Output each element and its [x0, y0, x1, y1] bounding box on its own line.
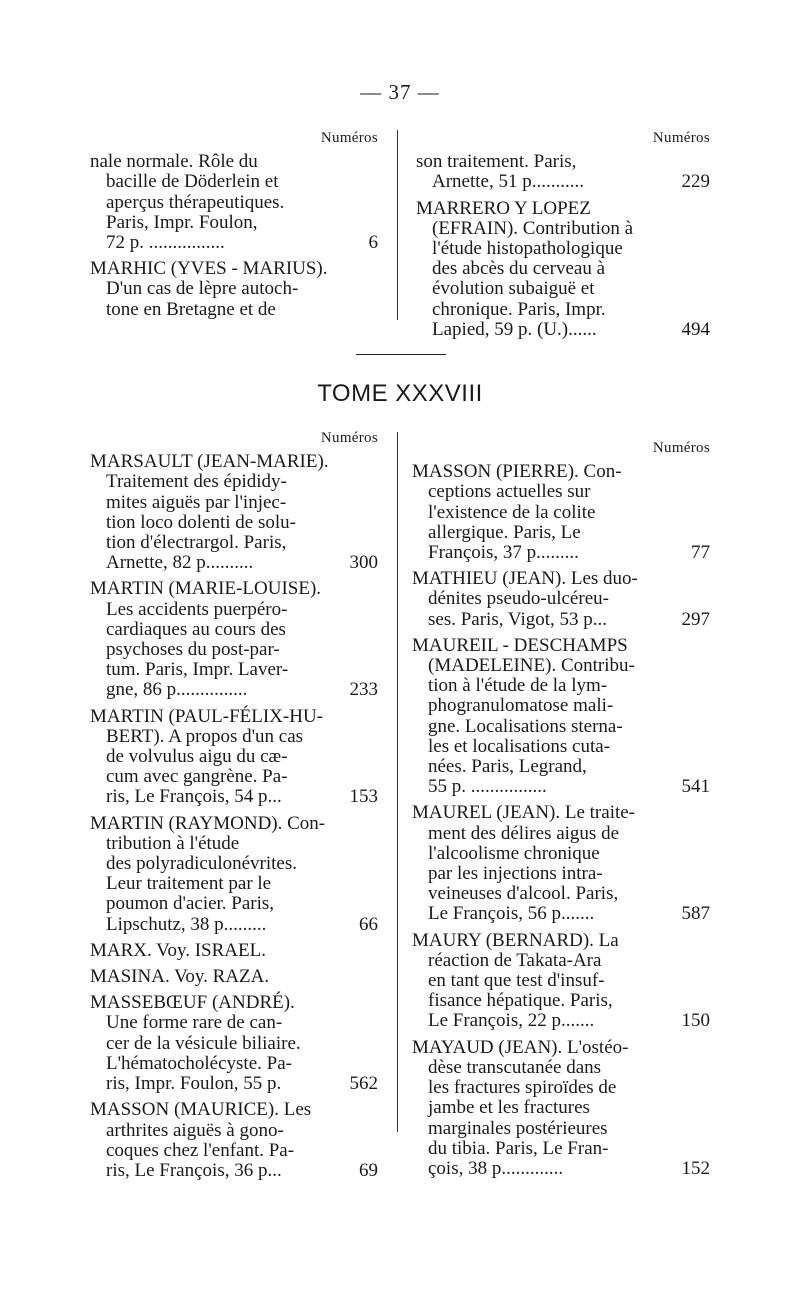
entry-text: MASINA. Voy. RAZA.	[90, 967, 270, 988]
entry-line	[412, 904, 710, 924]
index-entry	[90, 967, 378, 987]
entry-line	[412, 971, 710, 991]
entry-text: des polyradiculonévrites.	[106, 853, 298, 875]
entry-text: ris, Impr. Foulon, 55 p.	[106, 1074, 282, 1095]
entry-line	[90, 941, 378, 961]
entry-line	[90, 1074, 378, 1094]
entry-list	[90, 152, 378, 320]
entry-line	[412, 844, 710, 864]
entry-number: 66	[359, 913, 378, 935]
entry-text: en tant que test d'insuf-	[428, 970, 605, 992]
entry-number: 297	[681, 608, 710, 630]
entry-text: MARTIN (PAUL-FÉLIX-HU-	[90, 705, 324, 727]
entry-list	[90, 452, 378, 1181]
entry-number: 150	[681, 1010, 710, 1032]
entry-number: 541	[681, 776, 710, 798]
entry-text: son traitement. Paris,	[416, 151, 577, 173]
entry-text: tion à l'étude de la lym-	[428, 675, 608, 697]
entry-text: gne. Localisations sterna-	[428, 715, 623, 737]
index-entry	[90, 152, 378, 253]
entry-line	[412, 523, 710, 543]
entry-number: 562	[349, 1073, 378, 1095]
entry-text: Le François, 56 p.......	[428, 904, 595, 925]
entry-text: arthrites aiguës à gono-	[106, 1119, 284, 1141]
entry-line	[412, 656, 710, 676]
entry-text: François, 37 p.........	[428, 543, 579, 564]
index-entry	[90, 452, 378, 573]
entry-text: aperçus thérapeutiques.	[106, 191, 285, 213]
numeros-header: Numéros	[652, 130, 710, 146]
entry-text: allergique. Paris, Le	[428, 521, 581, 543]
entry-text: Leur traitement par le	[106, 873, 272, 895]
entry-text: nale normale. Rôle du	[90, 151, 258, 173]
entry-text: ris, Le François, 36 p...	[106, 1160, 282, 1181]
entry-line	[90, 1161, 378, 1181]
entry-text: BERT). A propos d'un cas	[106, 725, 304, 747]
entry-text: dèse transcutanée dans	[428, 1056, 602, 1078]
entry-text: de volvulus aigu du cæ-	[106, 746, 288, 768]
entry-list	[416, 152, 710, 340]
entry-text: ceptions actuelles sur	[428, 481, 591, 503]
entry-text: Une forme rare de can-	[106, 1012, 283, 1034]
entry-line	[412, 1058, 710, 1078]
entry-line	[416, 172, 710, 192]
entry-text: MASSON (PIERRE). Con-	[412, 461, 622, 483]
entry-line	[412, 676, 710, 696]
entry-line	[412, 636, 710, 656]
entry-text: MASSEBŒUF (ANDRÉ).	[90, 992, 295, 1014]
index-entry	[412, 1038, 710, 1179]
entry-line	[90, 472, 378, 492]
entry-text: tum. Paris, Impr. Laver-	[106, 659, 289, 681]
entry-text: Traitement des épididy-	[106, 471, 287, 493]
entry-text: ris, Le François, 54 p...	[106, 787, 282, 808]
entry-line	[412, 1098, 710, 1118]
entry-line	[412, 589, 710, 609]
entry-text: Arnette, 82 p..........	[106, 553, 254, 574]
entry-text: Lipschutz, 38 p.........	[106, 914, 267, 935]
entry-line	[412, 737, 710, 757]
entry-text: ses. Paris, Vigot, 53 p...	[428, 609, 608, 630]
entry-line	[90, 553, 378, 573]
top-left-column	[90, 128, 378, 326]
entry-text: coques chez l'enfant. Pa-	[106, 1139, 295, 1161]
entry-line	[90, 1013, 378, 1033]
entry-line	[90, 259, 378, 279]
entry-line	[90, 640, 378, 660]
entry-line	[412, 1078, 710, 1098]
entry-text: les et localisations cuta-	[428, 735, 611, 757]
entry-text: l'existence de la colite	[428, 501, 596, 523]
entry-text: Paris, Impr. Foulon,	[106, 211, 258, 233]
entry-text: poumon d'acier. Paris,	[106, 893, 275, 915]
entry-line	[412, 696, 710, 716]
entry-line	[90, 193, 378, 213]
entry-number: 77	[691, 542, 710, 564]
entry-number: 494	[681, 318, 710, 340]
entry-text: MARRERO Y LOPEZ	[416, 197, 591, 219]
index-entry	[412, 931, 710, 1032]
entry-line	[90, 600, 378, 620]
entry-text: des abcès du cerveau à	[432, 258, 606, 280]
entry-text: cardiaques au cours des	[106, 618, 286, 640]
entry-line	[90, 814, 378, 834]
entry-line	[90, 233, 378, 253]
entry-line	[90, 967, 378, 987]
entry-text: tion d'électrargol. Paris,	[106, 532, 287, 554]
entry-line	[412, 803, 710, 823]
entry-line	[412, 1119, 710, 1139]
entry-text: évolution subaiguë et	[432, 278, 595, 300]
entry-text: l'étude histopathologique	[432, 238, 623, 260]
entry-line	[90, 300, 378, 320]
entry-line	[90, 533, 378, 553]
entry-line	[412, 951, 710, 971]
entry-number: 233	[349, 679, 378, 701]
column-divider	[397, 432, 398, 1132]
entry-text: bacille de Döderlein et	[106, 171, 279, 193]
numeros-header: Numéros	[652, 440, 710, 456]
entry-text: ment des délires aigus de	[428, 822, 620, 844]
entry-line	[412, 1011, 710, 1031]
column-divider	[397, 130, 398, 320]
entry-line	[416, 199, 710, 219]
section-divider	[356, 354, 446, 355]
entry-line	[90, 1141, 378, 1161]
entry-line	[412, 931, 710, 951]
entry-text: Arnette, 51 p...........	[432, 172, 584, 193]
entry-number: 6	[368, 232, 378, 254]
entry-text: gne, 86 p...............	[106, 680, 248, 701]
index-entry	[90, 941, 378, 961]
entry-line	[412, 991, 710, 1011]
entry-line	[412, 864, 710, 884]
index-entry	[416, 152, 710, 192]
entry-text: MASSON (MAURICE). Les	[90, 1099, 312, 1121]
entry-line	[416, 300, 710, 320]
entry-text: réaction de Takata-Ara	[428, 949, 602, 971]
entry-text: MAUREIL - DESCHAMPS	[412, 634, 628, 656]
entry-text: cer de la vésicule biliaire.	[106, 1032, 301, 1054]
entry-text: (EFRAIN). Contribution à	[432, 217, 634, 239]
entry-text: MAYAUD (JEAN). L'ostéo-	[412, 1036, 629, 1058]
entry-line	[412, 1159, 710, 1179]
entry-line	[416, 320, 710, 340]
entry-line	[90, 915, 378, 935]
index-entry	[90, 814, 378, 935]
entry-line	[90, 854, 378, 874]
entry-line	[90, 279, 378, 299]
entry-number: 152	[681, 1157, 710, 1179]
bottom-left-column	[90, 428, 378, 1187]
entry-line	[90, 493, 378, 513]
entry-text: Le François, 22 p.......	[428, 1011, 595, 1032]
entry-line	[90, 834, 378, 854]
entry-line	[412, 462, 710, 482]
entry-text: l'alcoolisme chronique	[428, 842, 600, 864]
entry-text: 72 p. ................	[106, 233, 225, 254]
entry-line	[90, 680, 378, 700]
entry-line	[416, 259, 710, 279]
entry-line	[90, 1034, 378, 1054]
entry-text: cum avec gangrène. Pa-	[106, 766, 288, 788]
entry-text: marginales postérieures	[428, 1117, 608, 1139]
entry-number: 229	[681, 171, 710, 193]
entry-line	[90, 452, 378, 472]
entry-line	[90, 660, 378, 680]
entry-text: çois, 38 p.............	[428, 1158, 564, 1179]
index-entry	[90, 707, 378, 808]
entry-line	[412, 543, 710, 563]
index-entry	[90, 993, 378, 1094]
entry-line	[412, 1139, 710, 1159]
numeros-header: Numéros	[320, 430, 378, 446]
entry-line	[412, 1038, 710, 1058]
entry-text: (MADELEINE). Contribu-	[428, 655, 635, 677]
bottom-right-column	[412, 438, 710, 1185]
entry-line	[90, 513, 378, 533]
entry-text: nées. Paris, Legrand,	[428, 756, 587, 778]
entry-line	[412, 717, 710, 737]
entry-line	[90, 1054, 378, 1074]
entry-line	[90, 1121, 378, 1141]
index-entry	[412, 636, 710, 798]
entry-line	[90, 152, 378, 172]
entry-line	[90, 874, 378, 894]
entry-line	[90, 993, 378, 1013]
entry-text: mites aiguës par l'injec-	[106, 491, 287, 513]
entry-line	[90, 787, 378, 807]
entry-line	[90, 620, 378, 640]
entry-line	[90, 727, 378, 747]
entry-line	[412, 610, 710, 630]
entry-line	[90, 1100, 378, 1120]
index-entry	[90, 259, 378, 320]
entry-text: tribution à l'étude	[106, 832, 240, 854]
entry-line	[412, 569, 710, 589]
entry-text: MARHIC (YVES - MARIUS).	[90, 258, 328, 280]
entry-text: jambe et les fractures	[428, 1097, 590, 1119]
entry-text: MAURY (BERNARD). La	[412, 929, 619, 951]
entry-line	[90, 172, 378, 192]
entry-text: MATHIEU (JEAN). Les duo-	[412, 568, 638, 590]
entry-text: D'un cas de lèpre autoch-	[106, 278, 299, 300]
entry-text: Lapied, 59 p. (U.)......	[432, 319, 597, 340]
entry-line	[90, 894, 378, 914]
page-number: — 37 —	[360, 80, 440, 104]
entry-list	[412, 462, 710, 1179]
numeros-header: Numéros	[320, 130, 378, 146]
tome-title: TOME XXXVIII	[317, 380, 483, 407]
entry-text: MARSAULT (JEAN-MARIE).	[90, 451, 329, 473]
entry-line	[90, 579, 378, 599]
index-entry	[412, 803, 710, 924]
entry-line	[412, 824, 710, 844]
entry-text: MARX. Voy. ISRAEL.	[90, 940, 266, 961]
entry-line	[416, 279, 710, 299]
top-right-column	[416, 128, 710, 346]
entry-text: veineuses d'alcool. Paris,	[428, 883, 619, 905]
entry-text: dénites pseudo-ulcéreu-	[428, 588, 609, 610]
entry-text: les fractures spiroïdes de	[428, 1077, 617, 1099]
entry-line	[416, 152, 710, 172]
entry-line	[412, 884, 710, 904]
index-entry	[416, 199, 710, 340]
entry-line	[412, 503, 710, 523]
entry-number: 300	[349, 552, 378, 574]
index-entry	[412, 569, 710, 630]
entry-line	[412, 777, 710, 797]
entry-line	[416, 219, 710, 239]
entry-text: par les injections intra-	[428, 863, 603, 885]
entry-line	[90, 707, 378, 727]
entry-text: Les accidents puerpéro-	[106, 598, 288, 620]
entry-text: tone en Bretagne et de	[106, 299, 276, 320]
entry-text: MAUREL (JEAN). Le traite-	[412, 802, 636, 824]
entry-text: tion loco dolenti de solu-	[106, 511, 296, 533]
entry-text: fisance hépatique. Paris,	[428, 990, 613, 1012]
entry-line	[90, 747, 378, 767]
entry-number: 69	[359, 1159, 378, 1181]
entry-text: MARTIN (RAYMOND). Con-	[90, 812, 326, 834]
entry-line	[90, 213, 378, 233]
entry-line	[412, 482, 710, 502]
entry-text: du tibia. Paris, Le Fran-	[428, 1137, 609, 1159]
entry-line	[90, 767, 378, 787]
index-entry	[412, 462, 710, 563]
entry-number: 153	[349, 786, 378, 808]
entry-text: 55 p. ................	[428, 777, 547, 798]
entry-line	[412, 757, 710, 777]
entry-text: chronique. Paris, Impr.	[432, 298, 606, 320]
entry-number: 587	[681, 903, 710, 925]
index-entry	[90, 1100, 378, 1181]
entry-text: psychoses du post-par-	[106, 639, 280, 661]
index-entry	[90, 579, 378, 700]
entry-line	[416, 239, 710, 259]
entry-text: MARTIN (MARIE-LOUISE).	[90, 578, 322, 600]
entry-text: phogranulomatose mali-	[428, 695, 614, 717]
entry-text: L'hématocholécyste. Pa-	[106, 1052, 292, 1074]
